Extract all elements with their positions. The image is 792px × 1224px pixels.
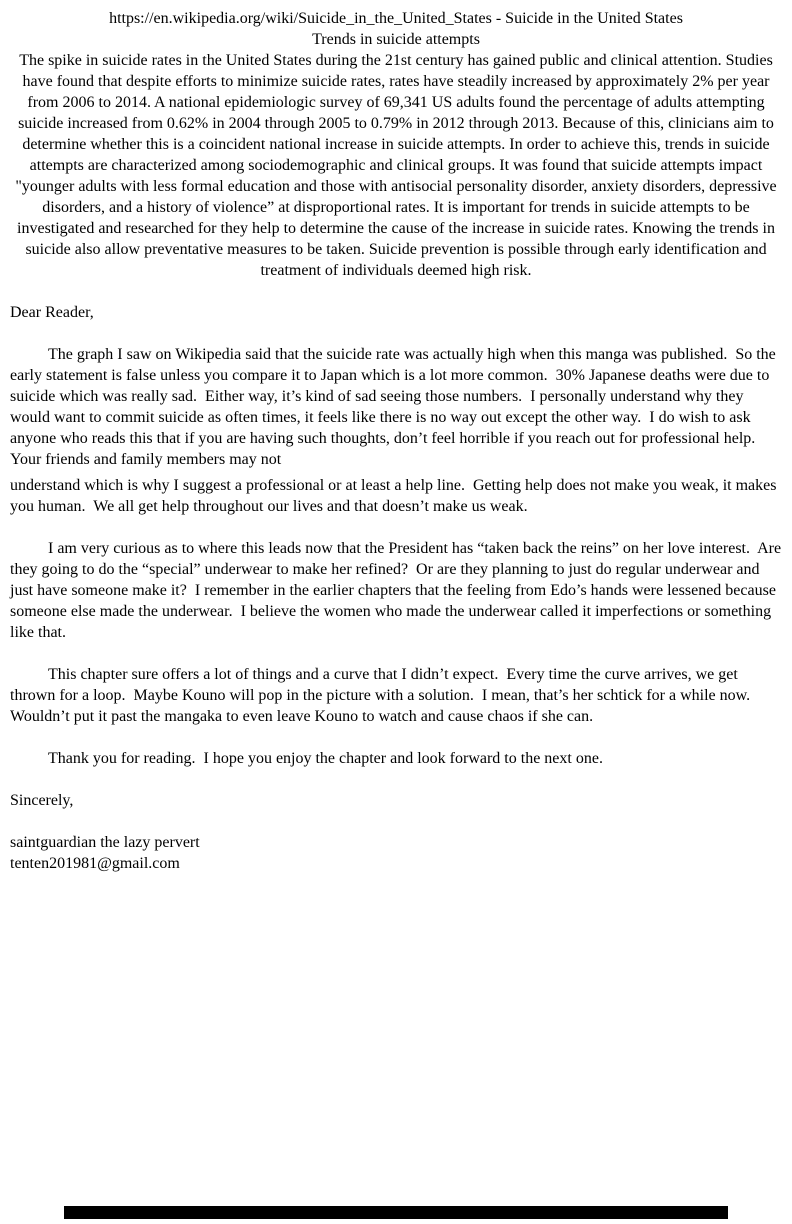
letter-paragraph-3: This chapter sure offers a lot of things and a curve that I didn’t expect. Every time the curve arrives, we get thrown for a loop. Maybe Kouno will pop in the picture with a solution. I mean, that’s her schtick for a while now. Wouldn’t put it past the mangaka to even leave Kouno to watch and cause chaos if she can. [10,666,758,725]
section-title: Trends in suicide attempts [312,31,480,48]
letter-paragraph-4: Thank you for reading. I hope you enjoy the chapter and look forward to the next one. [48,750,603,767]
signature-email: tenten201981@gmail.com [10,855,180,872]
salutation: Dear Reader, [10,304,94,321]
signature-name: saintguardian the lazy pervert [10,834,200,851]
letter-paragraph-2: I am very curious as to where this leads now that the President has “taken back the reins” on her love interest. Are they going to do the “special” underwear to make her refined? Or are they planning to just do regular underwear and just have someone make it? I remember in the earlier chapters that the feeling from Edo’s hands were lessened because someone else made the underwear. I believe the women who made the underwear called it imperfections or something like that. [10,540,786,641]
closing-salutation: Sincerely, [10,792,74,809]
letter-paragraph-1-continued: understand which is why I suggest a professional or at least a help line. Getting help does not make you weak, it makes you human. We all get help throughout our lives and that doesn’t make us weak. [10,477,781,515]
source-url-line: https://en.wikipedia.org/wiki/Suicide_in_the_United_States - Suicide in the United States [109,10,683,27]
wikipedia-excerpt: The spike in suicide rates in the United States during the 21st century has gained public and clinical attention. Studies have found that despite efforts to minimize suicide rates, rates have steadily increased by approximately 2% per year from 2006 to 2014. A national epidemiologic survey of 69,341 US adults found the percentage of adults attempting suicide increased from 0.62% in 2004 through 2005 to 0.79% in 2012 through 2013. Because of this, clinicians aim to determine whether this is a coincident national increase in suicide attempts. In order to achieve this, trends in suicide attempts are characterized among sociodemographic and clinical groups. It was found that suicide attempts impact "younger adults with less formal education and those with antisocial personality disorder, anxiety disorders, depressive disorders, and a history of violence” at disproportional rates. It is important for trends in suicide attempts to be investigated and researched for they help to determine the cause of the increase in suicide rates. Knowing the trends in suicide also allow preventative measures to be taken. Suicide prevention is possible through early identification and treatment of individuals deemed high risk. [15,52,781,279]
signature-block [10,832,782,874]
bottom-black-bar [64,1206,728,1219]
letter-paragraph-1: The graph I saw on Wikipedia said that the suicide rate was actually high when this manga was published. So the early statement is false unless you compare it to Japan which is a lot more common. 30% Japanese deaths were due to suicide which was really sad. Either way, it’s kind of sad seeing those numbers. I personally understand why they would want to commit suicide as often times, it feels like there is no way out except the other way. I do wish to ask anyone who reads this that if you are having such thoughts, don’t feel horrible if you reach out for professional help. Your friends and family members may not [10,346,780,468]
